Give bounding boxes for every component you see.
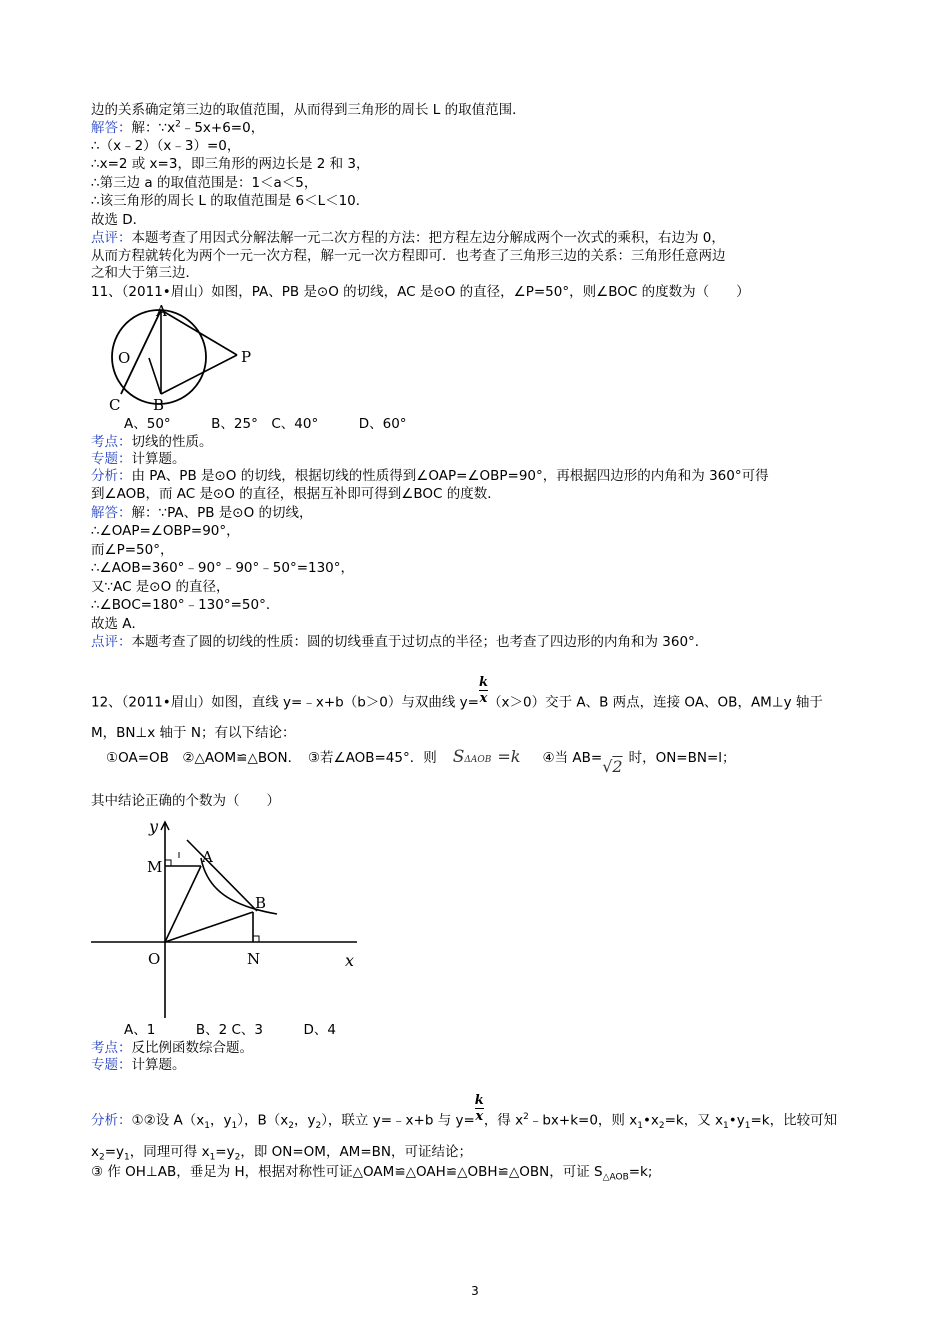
text-line: ∴第三边 a 的取值范围是：1＜a＜5， — [91, 175, 318, 191]
radius-ob — [149, 358, 161, 394]
label-y: y — [149, 817, 159, 836]
answer-line: 解答：解：$\because x^2﹣5x+6=0$， — [91, 119, 265, 136]
comment-line: 点评：本题考查了圆的切线的性质：圆的切线垂直于过切点的半径；也考查了四边形的内角和为 360°． — [91, 634, 709, 650]
conclusions-line: ①OA=OB ②△AOM≌△BON． ③若∠AOB=45°．则 SΔAOB =k ④当 AB=√2 时，ON=BN=l； — [106, 747, 736, 776]
text-line: M，BN⊥x 轴于 N；有以下结论： — [91, 725, 296, 741]
tangent-pa — [161, 310, 237, 355]
analysis-line: 分析：①②设 $A(x_1$，$y_1$），$B(x_2$，$y_2$），联立 y=﹣x+b 与 $y=\frac{k}{x}$，得 $x^2﹣bx+k=0$，则 $x_1•x_2=k$，又 $x_1•y_1=k$，比较可知 — [91, 1093, 838, 1132]
text-line: 之和大于第三边． — [91, 265, 199, 281]
comment-label: 点评： — [91, 230, 132, 246]
segment-oa — [165, 866, 201, 942]
question-11: 11、（2011•眉山）如图，PA、PB 是⊙O 的切线，AC 是⊙O 的直径，∠P=50°，则∠BOC 的度数为（ ） — [91, 284, 750, 300]
label-a: A — [156, 302, 167, 320]
label-o: O — [148, 950, 161, 968]
text-line: 故选 A． — [91, 616, 146, 632]
label-b: B — [153, 396, 165, 414]
choices: A、50° B、25° C、40° D、60° — [124, 416, 407, 432]
label-a: A — [202, 848, 213, 866]
text-line: ③ 作 OH⊥AB，垂足为 H，根据对称性可证△OAM≌△OAH≌△OBH≌△OBN，可证 $S_{\triangle AOB}=k$; — [91, 1164, 653, 1183]
comment-line: 点评：本题考查了用因式分解法解一元二次方程的方法：把方程左边分解成两个一次式的乘积，右边为 0， — [91, 230, 725, 246]
label-b: B — [255, 894, 267, 912]
line-ab — [187, 840, 257, 911]
text-line: 其中结论正确的个数为（ ） — [91, 793, 280, 809]
label-c: C — [109, 396, 121, 414]
choices: A、1 B、2 C、3 D、4 — [124, 1022, 336, 1038]
page-number: 3 — [471, 1284, 479, 1298]
question-12: 12、（2011•眉山）如图，直线 y=﹣x+b（b＞0）与双曲线 $y=\frac{k}{x}(x>0)$交于 A、B 两点，连接 OA、OB，AM⊥y 轴于 — [91, 675, 823, 711]
text-line: ∴∠BOC=180°﹣130°=50°． — [91, 597, 280, 613]
answer-line: 解答：解：∵PA、PB 是⊙O 的切线， — [91, 505, 313, 521]
answer-label: 解答： — [91, 120, 132, 136]
segment-ob — [165, 912, 253, 942]
label-n: N — [247, 950, 261, 968]
text-line: ∴（x﹣2）（x﹣3）=0， — [91, 138, 241, 154]
text-line: $x_2=y_1$，同理可得 $x_1=y_2$，即 ON=OM，AM=BN，可证结论； — [91, 1144, 472, 1163]
label-o: O — [118, 349, 131, 367]
label-p: P — [241, 348, 252, 366]
text-line: ∴x=2 或 x=3，即三角形的两边长是 2 和 3， — [91, 156, 370, 172]
text-line: ∴该三角形的周长 L 的取值范围是 6＜L＜10． — [91, 193, 370, 209]
text-line: 故选 D． — [91, 212, 147, 228]
figure-hyperbola-graph — [91, 812, 363, 1022]
text-line: 而∠P=50°， — [91, 542, 174, 558]
text-line: 到∠AOB，而 AC 是⊙O 的直径，根据互补即可得到∠BOC 的度数． — [91, 486, 501, 502]
figure-circle-tangents — [91, 302, 271, 414]
fraction-k-over-x: $\frac{k}{x}$ — [474, 1093, 484, 1124]
text-line: 又∵AC 是⊙O 的直径， — [91, 579, 230, 595]
topic-line: 专题：计算题。 — [91, 1057, 186, 1073]
text-line: 边的关系确定第三边的取值范围，从而得到三角形的周长 L 的取值范围． — [91, 102, 526, 118]
text-line: ∴∠AOB=360°﹣90°﹣90°﹣50°=130°， — [91, 560, 355, 576]
kp-line: 考点：切线的性质。 — [91, 434, 213, 450]
text-line: 从而方程就转化为两个一元一次方程，解一元一次方程即可．也考查了三角形三边的关系：三角形任意两边 — [91, 248, 726, 264]
label-x: x — [345, 951, 355, 970]
text-line: ∴∠OAP=∠OBP=90°， — [91, 523, 240, 539]
label-m: M — [147, 858, 163, 876]
kp-line: 考点：反比例函数综合题。 — [91, 1040, 253, 1056]
tangent-pb — [161, 355, 237, 394]
analysis-line: 分析：由 PA、PB 是⊙O 的切线，根据切线的性质得到∠OAP=∠OBP=90°，再根据四边形的内角和为 360°可得 — [91, 468, 769, 484]
topic-line: 专题：计算题。 — [91, 451, 186, 467]
fraction-k-over-x: $\frac{k}{x}$ — [478, 675, 488, 706]
